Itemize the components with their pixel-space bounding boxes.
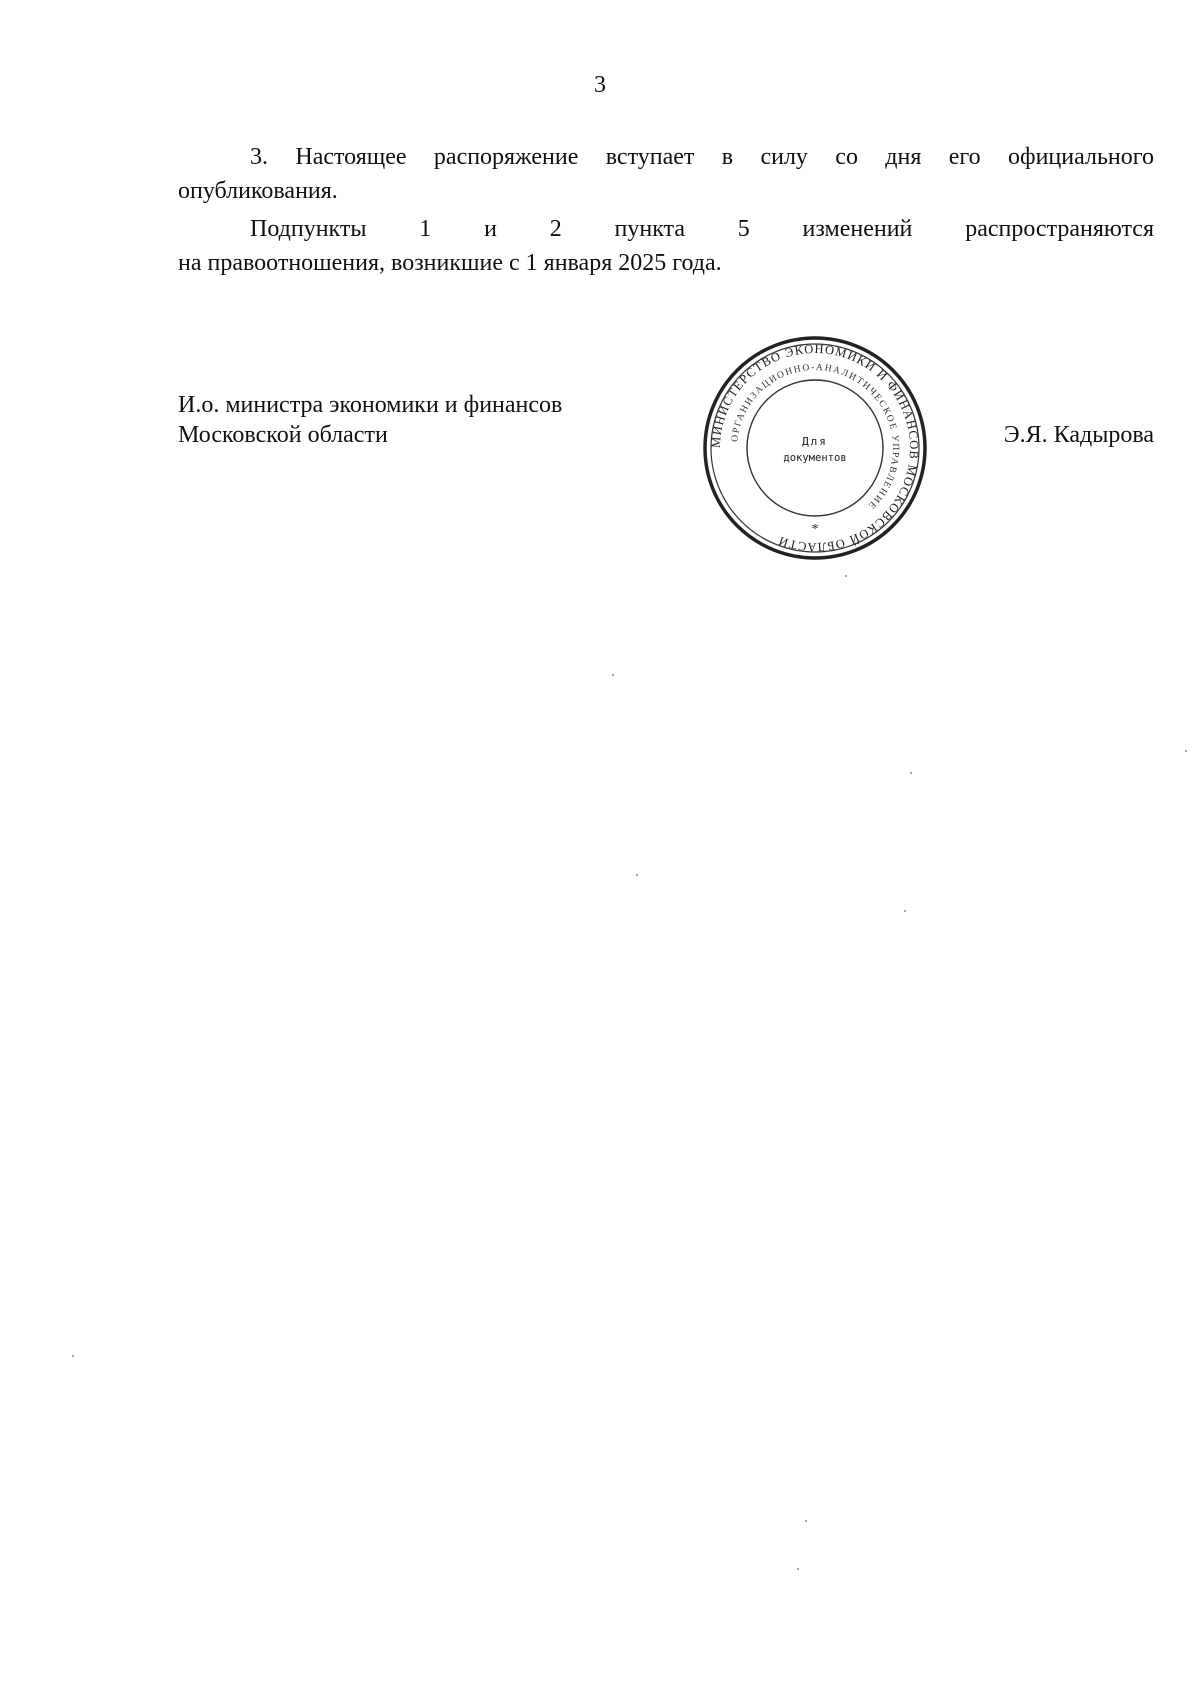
paragraph-line: Подпункты 1 и 2 пункта 5 изменений распространяются <box>250 216 1154 242</box>
stamp-mark: * <box>811 522 819 537</box>
signatory-position <box>178 390 562 450</box>
scan-speck <box>636 874 638 876</box>
signatory-position-line: Московской области <box>178 422 388 448</box>
signatory-name: Э.Я. Кадырова <box>1003 422 1154 448</box>
stamp-inner-ring <box>747 380 883 516</box>
scan-speck <box>805 1520 807 1522</box>
stamp-outer-text: МИНИСТЕРСТВО ЭКОНОМИКИ И ФИНАНСОВ МОСКОВСКОЙ ОБЛАСТИ <box>708 341 922 555</box>
stamp-center-line1: Для <box>802 435 828 448</box>
scan-speck <box>910 772 912 774</box>
scan-speck <box>612 674 614 676</box>
paragraph-line: опубликования. <box>178 178 338 204</box>
paragraph-line: на правоотношения, возникшие с 1 января 2025 года. <box>178 250 722 276</box>
page-number: 3 <box>594 72 606 98</box>
paragraph-line: 3. Настоящее распоряжение вступает в силу со дня его официального <box>250 144 1154 170</box>
stamp-inner-text: ОРГАНИЗАЦИОННО-АНАЛИТИЧЕСКОЕ УПРАВЛЕНИЕ <box>730 362 901 512</box>
scan-speck <box>904 910 906 912</box>
paragraph-subpoints <box>178 212 1154 280</box>
signatory-position-line: И.о. министра экономики и финансов <box>178 392 563 418</box>
scan-speck <box>1185 750 1187 752</box>
scan-speck <box>797 1568 799 1570</box>
paragraph-effective-date <box>178 140 1154 208</box>
stamp-center-line2: документов <box>783 452 847 464</box>
scan-speck <box>72 1355 74 1357</box>
official-stamp <box>700 333 930 563</box>
scan-speck <box>845 575 847 577</box>
